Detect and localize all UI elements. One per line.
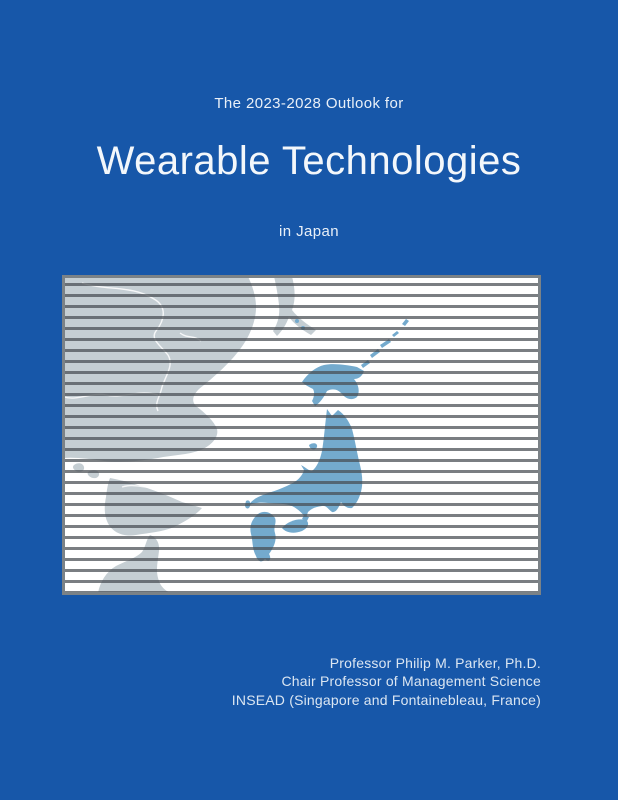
series-line: The 2023-2028 Outlook for: [214, 95, 404, 112]
author-block: [232, 654, 541, 709]
author-name: Professor Philip M. Parker, Ph.D.: [329, 655, 541, 671]
region-line: in Japan: [279, 223, 339, 240]
author-affiliation: INSEAD (Singapore and Fontainebleau, France): [231, 691, 541, 708]
japan-striped-map: [62, 275, 541, 595]
page-title: Wearable Technologies: [96, 139, 522, 183]
map-stripe-overlay: [65, 278, 538, 592]
author-position: Chair Professor of Management Science: [281, 673, 541, 690]
japan-map-graphic: [62, 275, 541, 595]
